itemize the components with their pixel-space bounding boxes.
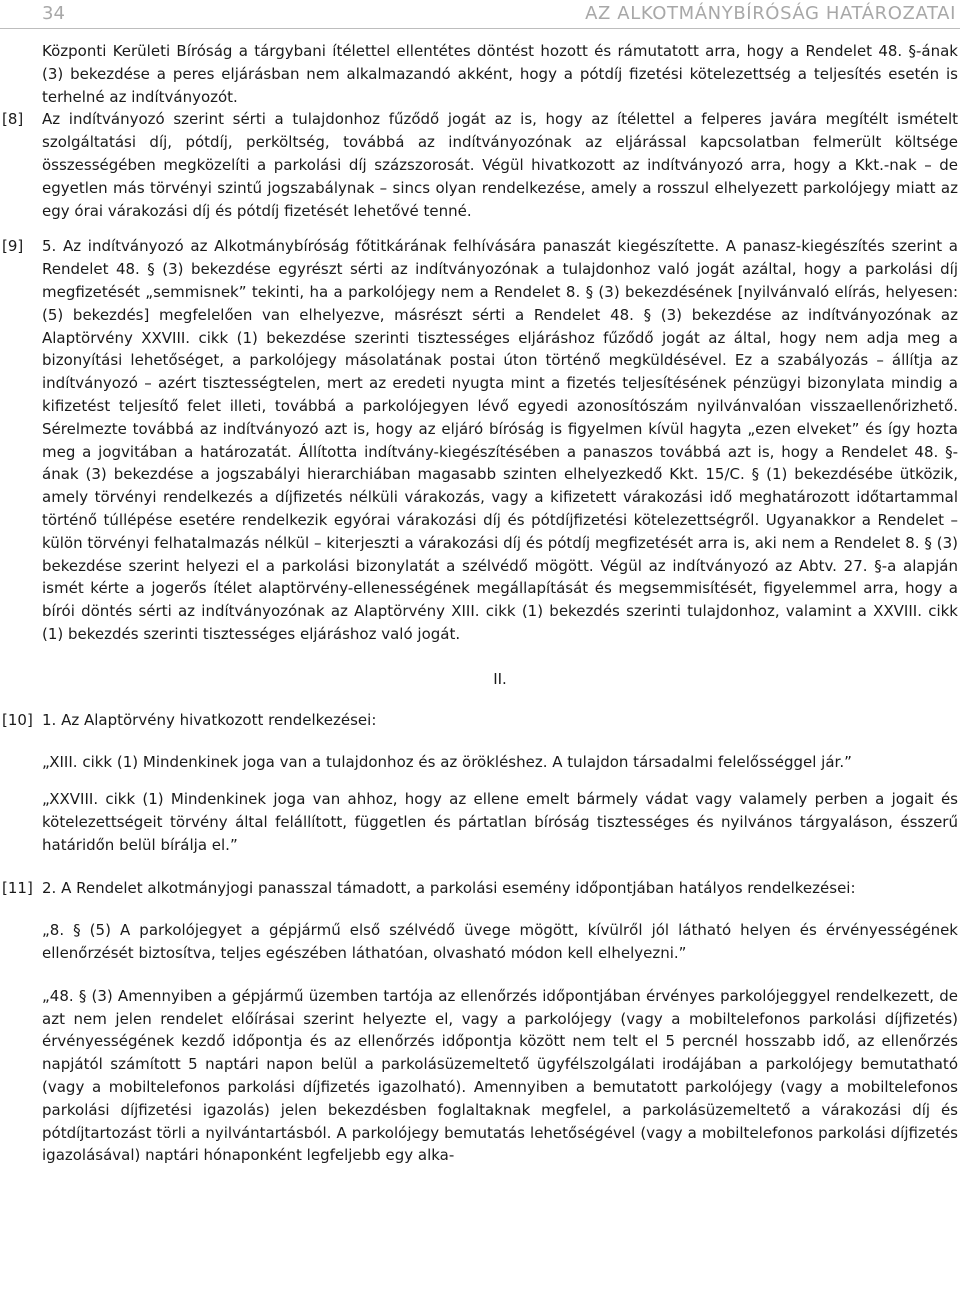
paragraph-9-text: 5. Az indítványozó az Alkotmánybíróság főtitkárának felhívására panaszát kiegészítette. A panasz-kiegészítés szerint a Rendelet 48. § (3) bekezdése egyrészt sérti az indítványozónak a tulajdonhoz való jogát azáltal, hogy a parkolási díj megfizetését „semmisnek” tekinti, ha a parkolójegy nem a Rendelet 8. § (3) bekezdésének [nyilvánvaló elírás, helyesen: (5) bekezdés] megfelelően van elhelyezve, másrészt sérti a Rendelet 48. § (3) bekezdése az indítványozónak az Alaptörvény XXVIII. cikk (1) bekezdése szerinti tisztességes eljáráshoz fűződő jogát az által, hogy nem adja meg a bizonyítási lehetőséget, a parkolójegy másolatának postai úton történő megküldésével. Ez a szabályozás – állítja az indítványozó – azért tisztességtelen, mert az eredeti nyugta mint a fizetés teljesítésének pénzügyi bizonylata mindig a kifizetést teljesítő felet illeti, továbbá a parkolójegyen lévő egyedi azonosítószám nyilvánvalóan visszaellenőrizhető. Sérelmezte továbbá az indítványozó azt is, hogy az eljáró bíróság is figyelmen kívül hagyta „ezen elveket” és így hozta meg a jogvitában a határozatát. Állította indítvány-kiegészítésében a panaszos továbbá azt is, hogy a Rendelet 48. §-ának (3) bekezdése a jogszabályi hierarchiában magasabb szinten elhelyezkedő Kkt. 15/C. § (1) bekezdésébe ütközik, amely törvényi rendelkezés a díjfizetés nélküli várakozás, vagy a kifizetett várakozási idő meghatározott időtartammal történő túllépése esetére rendelkezik egyórai várakozási díj és pótdíjfizetési kötelezettségről. Ugyanakkor a Rendelet – külön törvényi felhatalmazás nélkül – kiterjeszti a várakozási díj és pótdíj megfizetését arra is, aki nem a Rendelet 8. § (3) bekezdése szerint helyezi el a parkolási bizonylatát a szélvédő mögött. Végül az indítványozó az Abtv. 27. §-a alapján ismét kérte a jogerős ítélet alaptörvény-ellenességének megállapítását és megsemmisítését, figyelemmel arra, hogy a bírói döntés sérti az indítványozónak az Alaptörvény XIII. cikk (1) bekezdés szerinti tulajdonhoz, valamint a XXVIII. cikk (1) bekezdés szerinti tisztességes eljáráshoz való jogát. xyxy=(42,237,958,643)
paragraph-number-8: [8] xyxy=(2,110,24,129)
page-header xyxy=(0,0,960,29)
paragraph-11 xyxy=(2,877,958,900)
quote-article-xiii: „XIII. cikk (1) Mindenkinek joga van a tulajdonhoz és az örökléshez. A tulajdon társadalmi felelősséggel jár.” xyxy=(42,753,852,772)
paragraph-intro: Központi Kerületi Bíróság a tárgybani ítélettel ellentétes döntést hozott és rámutatott arra, hogy a Rendelet 48. §-ának (3) bekezdése a peres eljárásban nem alkalmazandó akként, hogy a pótdíj fizetési kötelezettség a teljesítés esetén is terhelné az indítványozót. xyxy=(42,42,958,106)
paragraph-9 xyxy=(2,235,958,645)
paragraph-8 xyxy=(2,108,958,222)
quote-section-48: „48. § (3) Amennyiben a gépjármű üzemben tartója az ellenőrzés időpontjában érvényes parkolójeggyel rendelkezett, de azt nem jelen rendelet előírásai szerint helyezte el, vagy a parkolójegy (vagy a mobiltelefonos parkolási díjfizetés) érvényességének kezdő időpontja és az ellenőrzés időpontja között nem telt el 5 percnél hosszabb idő, az ellenőrzés napjától számított 5 naptári napon belül a parkolásüzemeltető ügyfélszolgálati irodájában a parkolójegy bemutatható (vagy a mobiltelefonos parkolási díjfizetés igazolható). Amennyiben a bemutatott parkolójegy (vagy a mobiltelefonos parkolási díjfizetési igazolás) jelen bekezdésben foglaltaknak megfelel, a parkolásüzemeltető a várakozási díj és pótdíjtartozást törli a nyilvántartásból. A parkolójegy bemutatás lehetőségével (vagy a mobiltelefonos parkolási díjfizetés igazolásával) naptári hónaponként legfeljebb egy alka- xyxy=(42,986,958,1165)
paragraph-8-text: Az indítványozó szerint sérti a tulajdonhoz fűződő jogát az is, hogy az ítélettel a felperes javára megítélt ismételt szolgáltatási díj, pótdíj, perköltség, továbbá az indítványozónak az eljárással kapcsolatban felmerült költsége összességében megközelíti a parkolási díj százszorosát. Végül hivatkozott az indítványozó arra, hogy a Kkt.-nak – de egyetlen más törvényi szintű jogszabálynak – sincs olyan rendelkezése, amely a rosszul elhelyezett parkolójegy miatt az egy órai várakozási díj és pótdíj fizetését lehetővé tenné. xyxy=(42,110,958,220)
page-number: 34 xyxy=(42,3,65,24)
document-body xyxy=(2,40,958,1167)
paragraph-10-text: 1. Az Alaptörvény hivatkozott rendelkezései: xyxy=(42,710,377,729)
running-title: AZ ALKOTMÁNYBÍRÓSÁG HATÁROZATAI xyxy=(585,3,956,24)
quote-section-8: „8. § (5) A parkolójegyet a gépjármű első szélvédő üvege mögött, kívülről jól látható helyen és érvényességének ellenőrzését biztosítva, teljes egészében láthatóan, olvasható módon kell elhelyezni.” xyxy=(42,921,958,963)
paragraph-number-11: [11] xyxy=(2,878,33,897)
paragraph-10 xyxy=(2,709,958,732)
paragraph-number-9: [9] xyxy=(2,237,24,256)
section-heading: II. xyxy=(493,669,507,688)
paragraph-11-text: 2. A Rendelet alkotmányjogi panasszal támadott, a parkolási esemény időpontjában hatályos rendelkezései: xyxy=(42,878,856,897)
paragraph-number-10: [10] xyxy=(2,710,33,729)
quote-article-xxviii: „XXVIII. cikk (1) Mindenkinek joga van ahhoz, hogy az ellene emelt bármely vádat vagy valamely perben a jogait és kötelezettségeit törvény által felállított, független és pártatlan bíróság tisztességes és nyilvános tárgyaláson, ésszerű határidőn belül bírálja el.” xyxy=(42,790,958,854)
